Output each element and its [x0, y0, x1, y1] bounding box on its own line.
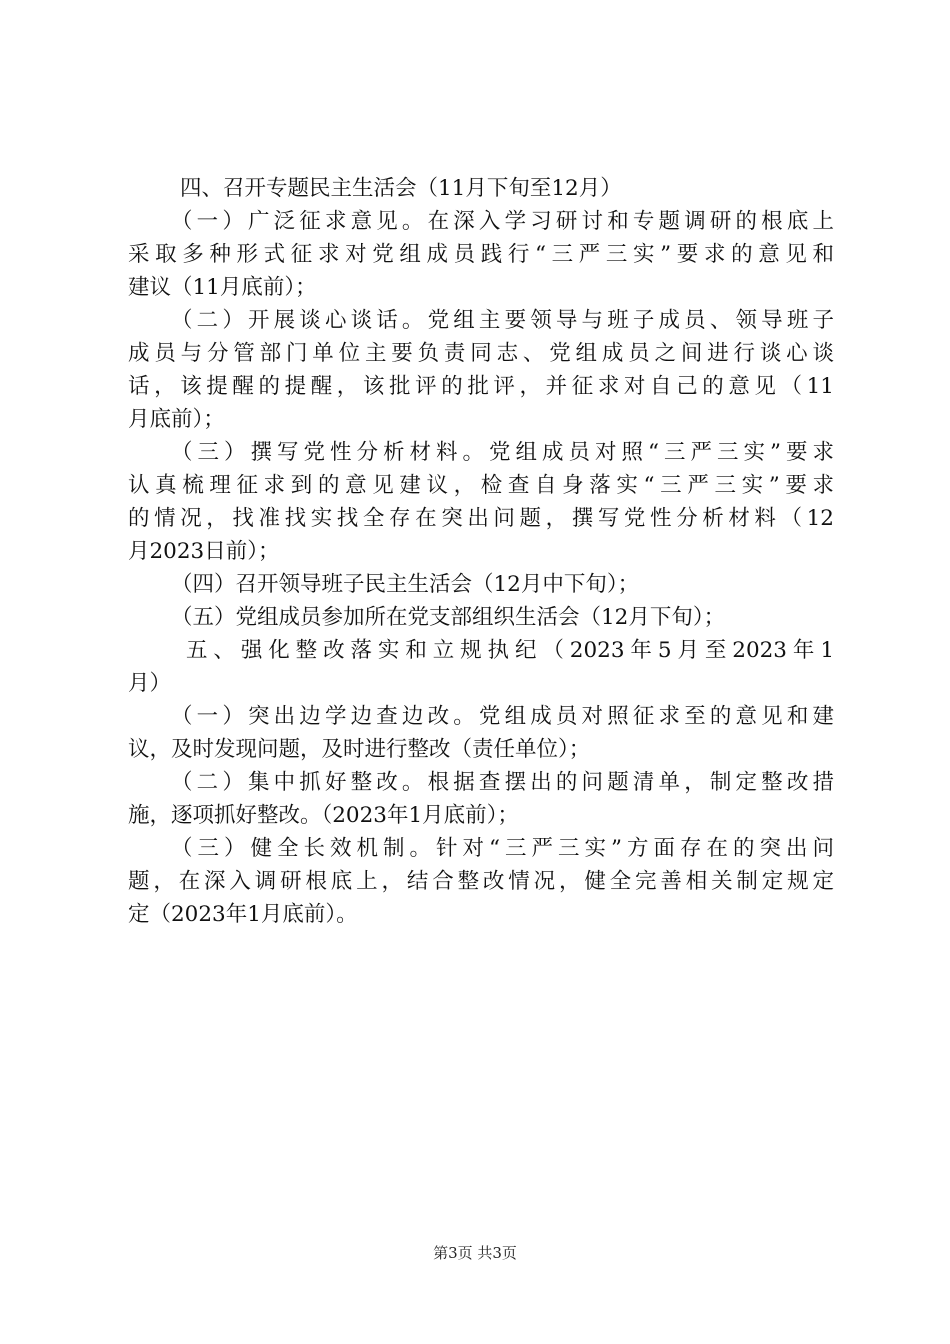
section-heading-five: 五、强化整改落实和立规执纪（2023年5月至2023年1 [186, 638, 834, 663]
paragraph-line: （四）召开领导班子民主生活会（12月中下旬）； [171, 572, 640, 597]
paragraph-line: 定（2023年1月底前）。 [128, 902, 358, 927]
paragraph-line: （一）广泛征求意见。在深入学习研讨和专题调研的根底上 [171, 209, 834, 234]
paragraph-line: 月底前）； [128, 407, 225, 432]
paragraph-line: 施，逐项抓好整改。（2023年1月底前）； [128, 803, 519, 828]
paragraph-line: （三）撰写党性分析材料。党组成员对照“三严三实”要求 [171, 440, 834, 465]
paragraph-line: 月） [128, 671, 172, 696]
document-body [128, 172, 834, 931]
page-footer [0, 1243, 950, 1263]
paragraph-line: （二）开展谈心谈话。党组主要领导与班子成员、领导班子 [171, 308, 834, 333]
paragraph-line: 建议（11月底前）； [128, 275, 317, 300]
paragraph-line: 采取多种形式征求对党组成员践行“三严三实”要求的意见和 [128, 242, 834, 267]
paragraph-line: 认真梳理征求到的意见建议，检查自身落实“三严三实”要求 [128, 473, 834, 498]
paragraph-line: （五）党组成员参加所在党支部组织生活会（12月下旬）； [171, 605, 726, 630]
paragraph-line: 的情况，找准找实找全存在突出问题，撰写党性分析材料（12 [128, 506, 834, 531]
paragraph-line: 成员与分管部门单位主要负责同志、党组成员之间进行谈心谈 [128, 341, 834, 366]
paragraph-line: 议，及时发现问题，及时进行整改（责任单位）； [128, 737, 591, 762]
page-number-label: 第3页 共3页 [433, 1244, 517, 1262]
paragraph-line: 话，该提醒的提醒，该批评的批评，并征求对自己的意见（11 [128, 374, 834, 399]
paragraph-line: 月2023日前）； [128, 539, 280, 564]
paragraph-line: （二）集中抓好整改。根据查摆出的问题清单，制定整改措 [171, 770, 834, 795]
paragraph-line: 题，在深入调研根底上，结合整改情况，健全完善相关制定规定 [128, 869, 834, 894]
paragraph-line: （三）健全长效机制。针对“三严三实”方面存在的突出问 [171, 836, 834, 861]
section-heading-four: 四、召开专题民主生活会（11月下旬至12月） [180, 176, 622, 201]
paragraph-line: （一）突出边学边查边改。党组成员对照征求至的意见和建 [171, 704, 834, 729]
